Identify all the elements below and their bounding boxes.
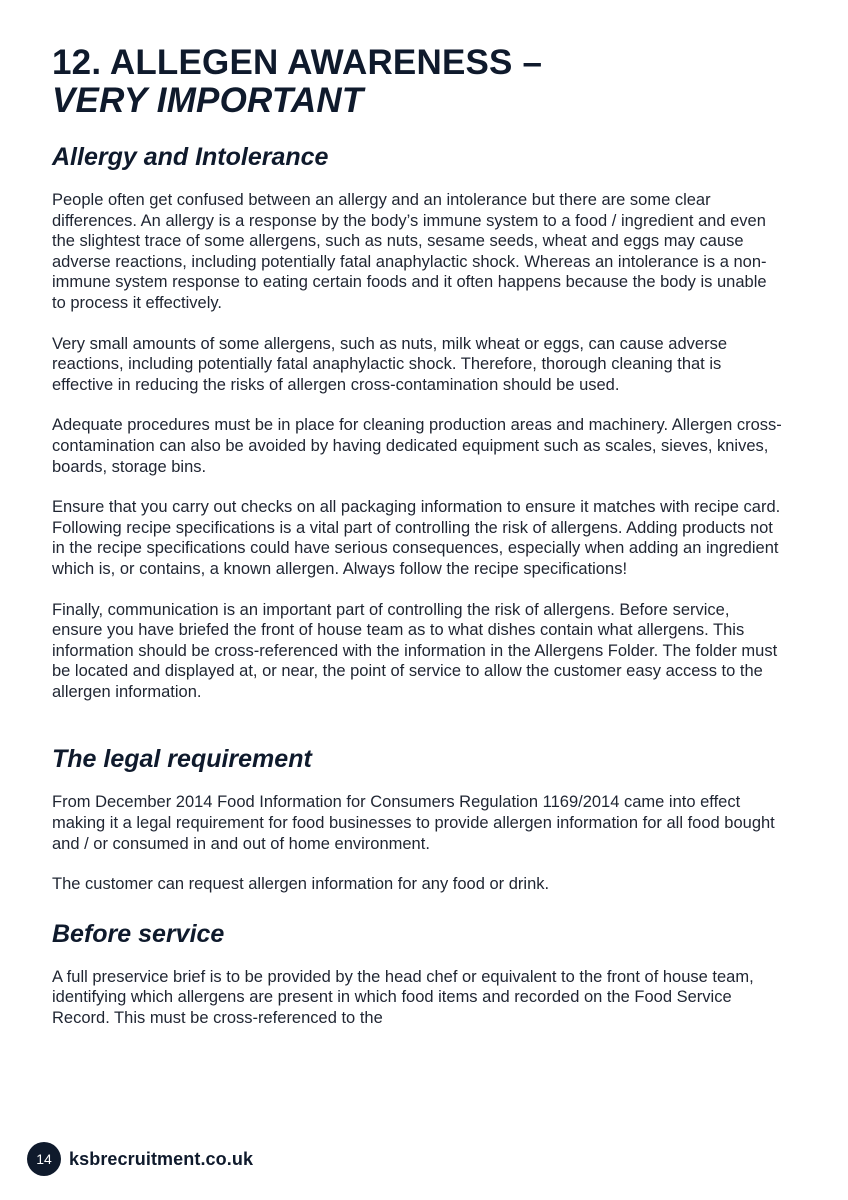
paragraph-allergy-4: Ensure that you carry out checks on all packaging information to ensure it matches with recipe card. Following recipe specifications is a vital part of controlling the risk of allergens. Adding products not in the recipe specifications could have serious consequences, especially when adding an ingredient which is, or contains, a known allergen. Always follow the recipe specifications! [52, 498, 781, 578]
section-heading-allergy: Allergy and Intolerance [52, 143, 329, 171]
page-title-line1: 12. ALLEGEN AWARENESS – [52, 43, 543, 82]
paragraph-allergy-5: Finally, communication is an important part of controlling the risk of allergens. Before service, ensure you have briefed the front of house team as to what dishes contain what allergens. This information should be cross-referenced with the information in the Allergens Folder. The folder must be located and displayed at, or near, the point of service to allow the customer easy access to the allergen information. [52, 600, 778, 701]
paragraph-allergy-1: People often get confused between an allergy and an intolerance but there are some clear differences. An allergy is a response by the body’s immune system to a food / ingredient and even the slightest trace of some allergens, such as nuts, sesame seeds, wheat and eggs may cause adverse reactions, including potentially fatal anaphylactic shock. Whereas an intolerance is a non-immune system response to eating certain foods and it often happens because the body is unable to process it effectively. [52, 191, 767, 312]
website-link[interactable]: ksbrecruitment.co.uk [69, 1148, 254, 1169]
page-number-badge: 14 [27, 1142, 61, 1176]
page-title-line2: VERY IMPORTANT [52, 81, 364, 120]
paragraph-allergy-2: Very small amounts of some allergens, such as nuts, milk wheat or eggs, can cause adverse reactions, including potentially fatal anaphylactic shock. Therefore, thorough cleaning that is effective in reducing the risks of allergen cross-contamination should be used. [52, 334, 727, 394]
paragraph-before-service-1: A full preservice brief is to be provided by the head chef or equivalent to the front of house team, identifying which allergens are present in which food items and recorded on the Food Service Record. This must be cross-referenced to the [52, 967, 754, 1028]
section-heading-before-service: Before service [52, 919, 225, 948]
section-heading-legal: The legal requirement [52, 745, 312, 774]
paragraph-allergy-3: Adequate procedures must be in place for cleaning production areas and machinery. Allergen cross-contamination can also be avoided by having dedicated equipment such as scales, sieves, knives, boards, storage bins. [52, 416, 782, 476]
paragraph-legal-1: From December 2014 Food Information for Consumers Regulation 1169/2014 came into effect making it a legal requirement for food businesses to provide allergen information for all food bought and / or consumed in and out of home environment. [52, 793, 775, 853]
document-page [52, 44, 782, 1029]
page-title [52, 44, 782, 120]
page-footer [27, 1142, 253, 1176]
paragraph-legal-2: The customer can request allergen information for any food or drink. [52, 875, 550, 894]
